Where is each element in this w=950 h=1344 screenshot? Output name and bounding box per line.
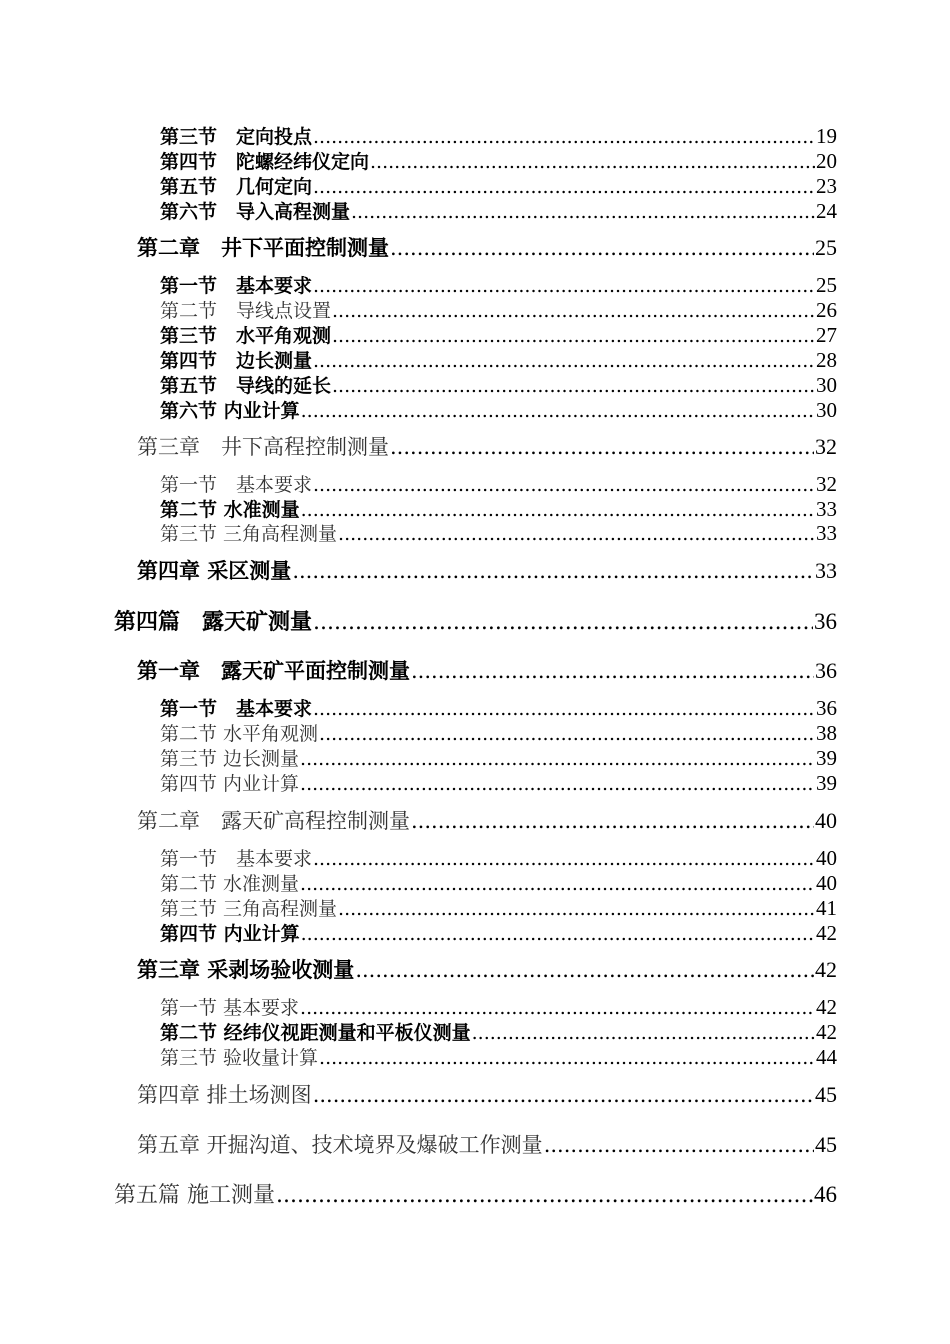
toc-entry[interactable] — [160, 325, 837, 346]
toc-entry-title: 第三章 井下高程控制测量 — [137, 435, 389, 459]
dot-leader — [313, 612, 813, 634]
toc-entry-page: 42 — [816, 921, 837, 945]
toc-entry[interactable] — [137, 1134, 837, 1156]
toc-entry[interactable] — [160, 1022, 837, 1043]
toc-entry-title: 第四章 采区测量 — [137, 559, 292, 583]
dot-leader — [411, 661, 814, 682]
toc-entry-title: 第四节 内业计算 — [160, 923, 300, 945]
dot-leader — [292, 561, 814, 582]
toc-entry-title: 第四节 边长测量 — [160, 350, 313, 372]
dot-leader — [313, 700, 815, 719]
dot-leader — [544, 1135, 814, 1156]
toc-entry[interactable] — [160, 748, 837, 769]
toc-entry-title: 第三节 定向投点 — [160, 126, 313, 148]
dot-leader — [301, 501, 815, 520]
toc-entry[interactable] — [160, 400, 837, 421]
toc-entry-title: 第五章 开掘沟道、技术境界及爆破工作测量 — [137, 1133, 543, 1157]
toc-entry-title: 第四篇 露天矿测量 — [114, 610, 313, 635]
dot-leader — [300, 999, 815, 1018]
toc-entry-title: 第二章 井下平面控制测量 — [137, 236, 389, 260]
toc-entry[interactable] — [137, 560, 837, 582]
dot-leader — [390, 437, 814, 458]
toc-entry[interactable] — [160, 873, 837, 894]
toc-entry-title: 第四节 内业计算 — [160, 773, 300, 795]
toc-entry[interactable] — [160, 176, 837, 197]
toc-entry[interactable] — [160, 997, 837, 1018]
dot-leader — [332, 302, 815, 321]
dot-leader — [313, 1085, 814, 1106]
dot-leader — [300, 750, 815, 769]
toc-entry[interactable] — [160, 523, 837, 544]
toc-entry-title: 第一章 露天矿平面控制测量 — [137, 659, 410, 683]
toc-entry[interactable] — [160, 723, 837, 744]
toc-entry-page: 25 — [816, 273, 837, 297]
toc-entry[interactable] — [137, 237, 837, 259]
toc-entry-page: 41 — [816, 896, 837, 920]
dot-leader — [300, 775, 815, 794]
toc-entry-page: 46 — [814, 1182, 837, 1207]
toc-entry[interactable] — [137, 1084, 837, 1106]
toc-entry-title: 第三节 水平角观测 — [160, 325, 332, 347]
toc-entry[interactable] — [160, 923, 837, 944]
toc-entry-page: 33 — [815, 558, 837, 583]
toc-entry-page: 27 — [816, 323, 837, 347]
toc-entry-title: 第一节 基本要求 — [160, 474, 313, 496]
dot-leader — [351, 203, 815, 222]
toc-entry-page: 45 — [815, 1132, 837, 1157]
dot-leader — [319, 725, 815, 744]
toc-entry-title: 第五节 导线的延长 — [160, 375, 332, 397]
toc-entry[interactable] — [160, 151, 837, 172]
toc-entry-page: 40 — [815, 808, 837, 833]
dot-leader — [301, 402, 815, 421]
dot-leader — [313, 277, 815, 296]
toc-entry-title: 第三节 三角高程测量 — [160, 898, 338, 920]
toc-entry-title: 第二节 水准测量 — [160, 499, 300, 521]
dot-leader — [472, 1024, 815, 1043]
dot-leader — [338, 900, 815, 919]
toc-entry-title: 第三节 验收量计算 — [160, 1047, 319, 1069]
toc-entry-page: 30 — [816, 398, 837, 422]
toc-entry[interactable] — [114, 1183, 837, 1207]
toc-entry-page: 30 — [816, 373, 837, 397]
toc-entry-page: 33 — [816, 521, 837, 545]
dot-leader — [313, 178, 815, 197]
toc-entry[interactable] — [137, 810, 837, 832]
toc-entry[interactable] — [160, 698, 837, 719]
dot-leader — [332, 377, 815, 396]
toc-entry-page: 23 — [816, 174, 837, 198]
toc-entry-page: 36 — [814, 609, 837, 634]
toc-entry[interactable] — [137, 436, 837, 458]
toc-entry-title: 第六节 导入高程测量 — [160, 201, 351, 223]
toc-entry[interactable] — [160, 898, 837, 919]
toc-entry-page: 42 — [815, 957, 837, 982]
dot-leader — [319, 1049, 815, 1068]
toc-entry-page: 45 — [815, 1082, 837, 1107]
toc-entry-page: 32 — [815, 434, 837, 459]
toc-entry[interactable] — [160, 773, 837, 794]
toc-entry[interactable] — [160, 300, 837, 321]
toc-entry-title: 第二节 水准测量 — [160, 873, 300, 895]
toc-entry-page: 44 — [816, 1045, 837, 1069]
toc-entry[interactable] — [137, 959, 837, 981]
dot-leader — [332, 327, 815, 346]
toc-entry-page: 24 — [816, 199, 837, 223]
toc-entry[interactable] — [160, 375, 837, 396]
toc-entry-page: 42 — [816, 995, 837, 1019]
toc-entry[interactable] — [160, 275, 837, 296]
toc-entry-page: 38 — [816, 721, 837, 745]
toc-entry-title: 第二节 经纬仪视距测量和平板仪测量 — [160, 1022, 471, 1044]
dot-leader — [411, 811, 814, 832]
toc-entry-page: 26 — [816, 298, 837, 322]
toc-entry-title: 第四节 陀螺经纬仪定向 — [160, 151, 370, 173]
toc-entry[interactable] — [160, 499, 837, 520]
toc-entry-page: 40 — [816, 846, 837, 870]
toc-entry-page: 42 — [816, 1020, 837, 1044]
toc-entry-page: 28 — [816, 348, 837, 372]
toc-entry-title: 第二节 水平角观测 — [160, 723, 319, 745]
dot-leader — [300, 875, 815, 894]
dot-leader — [370, 153, 815, 172]
toc-entry-title: 第一节 基本要求 — [160, 997, 300, 1019]
toc-entry-title: 第四章 排土场测图 — [137, 1083, 312, 1107]
toc-entry-title: 第二章 露天矿高程控制测量 — [137, 809, 410, 833]
dot-leader — [313, 476, 815, 495]
toc-entry-title: 第一节 基本要求 — [160, 848, 313, 870]
toc-entry-title: 第六节 内业计算 — [160, 400, 300, 422]
dot-leader — [338, 525, 815, 544]
dot-leader — [276, 1185, 813, 1207]
toc-entry[interactable] — [160, 848, 837, 869]
dot-leader — [313, 128, 815, 147]
toc-entry[interactable] — [160, 1047, 837, 1068]
toc-entry[interactable] — [160, 350, 837, 371]
toc-entry-page: 40 — [816, 871, 837, 895]
toc-entry-page: 39 — [816, 771, 837, 795]
toc-entry-page: 32 — [816, 472, 837, 496]
toc-entry-title: 第二节 导线点设置 — [160, 300, 332, 322]
toc-entry-title: 第五节 几何定向 — [160, 176, 313, 198]
toc-entry-title: 第三章 采剥场验收测量 — [137, 958, 355, 982]
toc-entry-title: 第五篇 施工测量 — [114, 1183, 275, 1208]
dot-leader — [313, 352, 815, 371]
toc-entry[interactable] — [160, 126, 837, 147]
toc-entry-title: 第一节 基本要求 — [160, 698, 313, 720]
dot-leader — [390, 238, 814, 259]
toc-entry-title: 第一节 基本要求 — [160, 275, 313, 297]
toc-entry-page: 25 — [815, 235, 837, 260]
toc-entry[interactable] — [114, 610, 837, 634]
toc-entry-page: 33 — [816, 497, 837, 521]
toc-entry[interactable] — [160, 474, 837, 495]
toc-entry-page: 19 — [816, 124, 837, 148]
dot-leader — [355, 960, 814, 981]
toc-entry-title: 第三节 边长测量 — [160, 748, 300, 770]
toc-entry-page: 36 — [816, 696, 837, 720]
dot-leader — [301, 925, 815, 944]
toc-entry[interactable] — [160, 201, 837, 222]
dot-leader — [313, 850, 815, 869]
toc-entry-page: 39 — [816, 746, 837, 770]
toc-entry-title: 第三节 三角高程测量 — [160, 523, 338, 545]
toc-entry[interactable] — [137, 660, 837, 682]
toc-entry-page: 20 — [816, 149, 837, 173]
toc-entry-page: 36 — [815, 658, 837, 683]
